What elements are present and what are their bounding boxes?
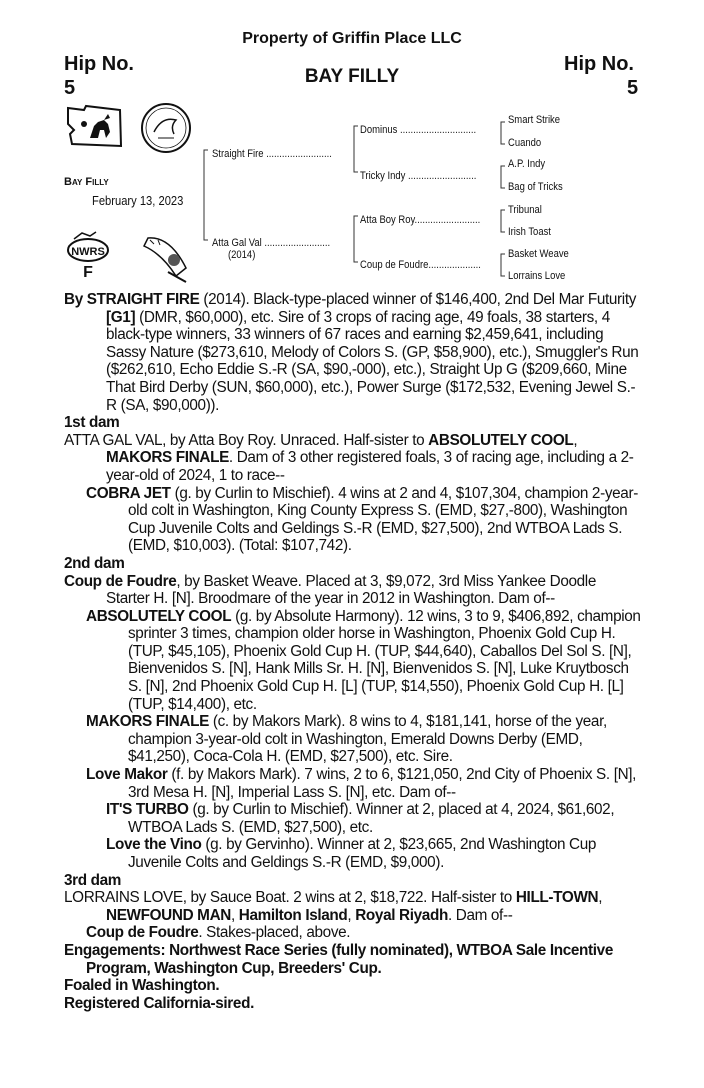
pedigree-g3-7: Basket Weave [508,248,569,260]
hip-number-right: 5 [627,77,639,99]
pedigree-sire-dam: Tricky Indy .......................... [360,170,477,182]
pedigree-dam-year: (2014) [228,249,256,261]
pedigree-g3-4: Bag of Tricks [508,181,563,193]
engagements: Engagements: Northwest Race Series (fully nominated), WTBOA Sale Incentive Program, Washington Cup, Breeders' Cup. [64,941,613,977]
second-dam-foal-2: MAKORS FINALE (c. by Makors Mark). 8 wins to 4, $181,141, horse of the year, champion 3-year-old colt in Washington, Emerald Downs Derby (EMD, $41,250), Coca-Cola H. (EMD, $27,500), etc. Sire. [86,713,607,766]
pedigree-g3-2: Cuando [508,137,542,149]
pedigree-g3-3: A.P. Indy [508,158,546,170]
second-dam-foal-3: Love Makor (f. by Makors Mark). 7 wins, 2 to 6, $121,050, 2nd City of Phoenix S. [N], 3rd Mesa H. [N], Imperial Lass S. [N], etc. Dam of-- [86,766,637,801]
nwrs-logo-letter: F [83,264,93,280]
page-title: BAY FILLY [304,66,400,87]
pedigree-g3-6: Irish Toast [508,226,551,238]
second-dam-paragraph: Coup de Foudre, by Basket Weave. Placed at 3, $9,072, 3rd Miss Yankee Doodle Starter H. [N]. Broodmare of the year in 2012 in Washington. Dam of-- [64,572,596,608]
first-dam-heading: 1st dam [64,414,120,432]
pedigree-dam-dam: Coup de Foudre.................... [360,259,481,271]
pedigree-g3-5: Tribunal [508,204,542,216]
hip-number-left: 5 [64,77,76,99]
pedigree-brackets [0,0,704,300]
pedigree-g3-8: Lorrains Love [508,270,566,282]
second-dam-grandfoal-2: Love the Vino (g. by Gervinho). Winner at 2, $23,665, 2nd Washington Cup Juvenile Colts and Geldings S.-R (EMD, $9,000). [106,836,597,871]
property-line: Property of Griffin Place LLC [242,30,462,47]
hip-label-left: Hip No. [64,53,134,75]
third-dam-foal-1: Coup de Foudre. Stakes-placed, above. [86,924,351,942]
subject-name: Bay Filly [64,176,109,188]
pedigree-dam: Atta Gal Val ......................... [212,237,331,249]
subject-foaled: February 13, 2023 [92,193,184,208]
pedigree-sire-sire: Dominus ............................. [360,124,477,136]
first-dam-foal: COBRA JET (g. by Curlin to Mischief). 4 wins at 2 and 4, $107,304, champion 2-year-old colt in Washington, King County Express S. (EMD, $27,-800), Washington Cup Juvenile Colts and Geldings S.-R (EMD, $27,500), 2nd WTBOA Lads S. (EMD, $10,003). (Total: $107,742). [86,484,638,555]
catalog-body [64,291,642,1012]
second-dam-foal-1: ABSOLUTELY COOL (g. by Absolute Harmony). 12 wins, 3 to 9, $406,892, champion sprinter 3 times, champion older horse in Washington, Phoenix Gold Cup H. (TUP, $45,105), Phoenix Gold Cup H. (TUP, $44,640), Caballos Del Sol S. [N], Bienvenidos S. [N], Hank Mills Sr. H. [N], Bienvenidos S. [N], Luke Kruytbosch S. [N], 2nd Phoenix Gold Cup H. [L] (TUP, $14,550), Phoenix Gold Cup H. [L] (TUP, $14,400), etc. [86,607,641,713]
third-dam-paragraph: LORRAINS LOVE, by Sauce Boat. 2 wins at 2, $18,722. Half-sister to HILL-TOWN, NEWFOUND MAN, Hamilton Island, Royal Riyadh. Dam of-- [64,889,603,924]
pedigree-sire: Straight Fire ......................... [212,148,332,160]
registered: Registered California-sired. [64,994,254,1012]
hip-label-right: Hip No. [564,53,634,75]
foaled-in: Foaled in Washington. [64,977,220,995]
third-dam-heading: 3rd dam [64,871,122,889]
second-dam-heading: 2nd dam [64,554,125,572]
first-dam-paragraph: ATTA GAL VAL, by Atta Boy Roy. Unraced. Half-sister to ABSOLUTELY COOL, MAKORS FINALE. Dam of 3 other registered foals, 3 of racing age, including a 2-year-old of 2024, 1 to race-- [64,431,634,484]
pedigree-g3-1: Smart Strike [508,114,561,126]
sire-paragraph: By STRAIGHT FIRE (2014). Black-type-placed winner of $146,400, 2nd Del Mar Futurity [G1] (DMR, $60,000), etc. Sire of 3 crops of racing age, 49 foals, 38 starters, 4 black-type winners, 33 winners of 67 races and earning $2,459,641, including Sassy Nature ($273,610, Melody of Colors S. (GP, $58,900), etc.), Smuggler's Run ($262,610, Echo Eddie S.-R (SA, $90,-000), etc.), Straight Up G ($209,660, Mine That Bird Derby (SUN, $60,000), etc.), Power Surge ($172,532, Evening Jewel S.-R (SA, $90,000)). [64,291,639,414]
nwrs-logo-text: NWRS [71,246,105,258]
pedigree-dam-sire: Atta Boy Roy......................... [360,214,481,226]
second-dam-grandfoal-1: IT'S TURBO (g. by Curlin to Mischief). Winner at 2, placed at 4, 2024, $61,602, WTBOA Lads S. (EMD, $27,500), etc. [106,801,615,836]
